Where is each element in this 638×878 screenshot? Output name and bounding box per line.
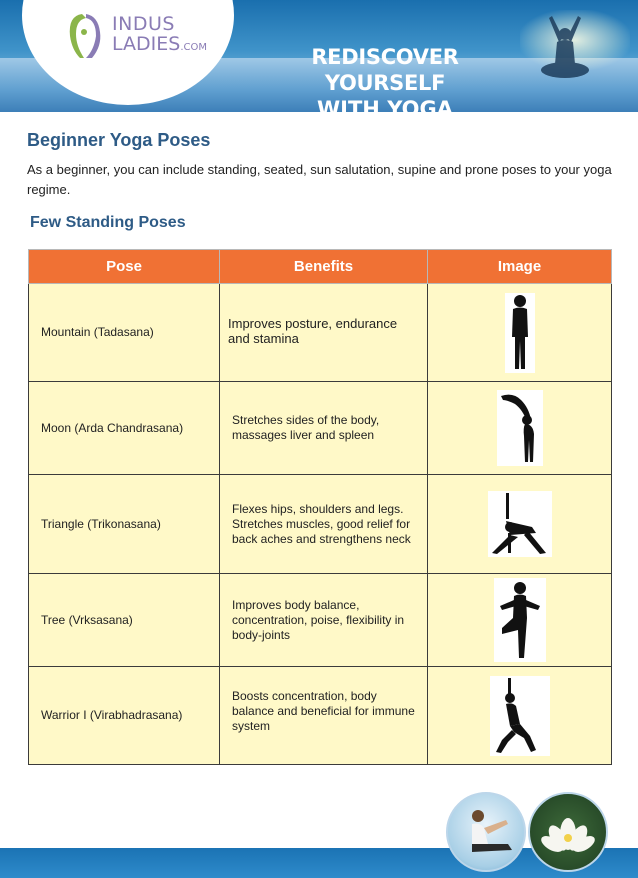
table-header-row [29,250,612,284]
pose-name: Tree (Vrksasana) [29,574,220,667]
pose-benefits: Improves posture, endurance and stamina [220,284,428,382]
banner-tagline [248,44,522,122]
table-row [29,667,612,765]
poses-table [28,249,612,765]
logo-suffix: .COM [180,42,207,53]
table-row [29,475,612,574]
intro-paragraph: As a beginner, you can include standing, seated, sun salutation, supine and prone poses to your yoga regime. [27,162,612,197]
pose-name: Moon (Arda Chandrasana) [29,382,220,475]
tagline-line2: WITH YOGA [317,97,453,121]
pose-benefits: Flexes hips, shoulders and legs. Stretches muscles, good relief for back aches and strengthens neck [220,475,428,574]
lotus-flower-icon [530,794,606,870]
pose-benefits: Improves body balance, concentration, poise, flexibility in body-joints [220,574,428,667]
yoga-woman-icon [448,794,524,870]
pose-benefits: Boosts concentration, body balance and beneficial for immune system [220,667,428,765]
pose-image-cell [428,475,612,574]
pose-name: Warrior I (Virabhadrasana) [29,667,220,765]
logo-wordmark[interactable] [112,14,207,58]
moon-pose-silhouette-icon [497,390,543,466]
yoga-woman-photo [446,792,526,872]
meditating-figure-icon [535,4,595,88]
pose-name: Triangle (Trikonasana) [29,475,220,574]
page-title: Beginner Yoga Poses [27,130,211,150]
lotus-flower-photo [528,792,608,872]
mountain-pose-silhouette-icon [505,293,535,373]
table-row [29,382,612,475]
pose-benefits: Stretches sides of the body, massages liver and spleen [220,382,428,475]
logo-line2-text: LADIES [112,33,181,55]
pose-image-cell [428,284,612,382]
logo-line1: INDUS [112,13,175,35]
pose-image-cell [428,382,612,475]
pose-image-cell [428,574,612,667]
pose-name: Mountain (Tadasana) [29,284,220,382]
tagline-line1: REDISCOVER YOURSELF [311,45,459,95]
header-image: Image [428,250,612,284]
triangle-pose-silhouette-icon [488,491,552,557]
section-subtitle: Few Standing Poses [30,214,186,231]
logo-face-icon [62,10,106,62]
header-benefits: Benefits [220,250,428,284]
pose-image-cell [428,667,612,765]
logo-line2 [112,34,207,58]
warrior-pose-silhouette-icon [490,676,550,756]
table-row [29,284,612,382]
table-row [29,574,612,667]
header-pose: Pose [29,250,220,284]
tree-pose-silhouette-icon [494,578,546,662]
